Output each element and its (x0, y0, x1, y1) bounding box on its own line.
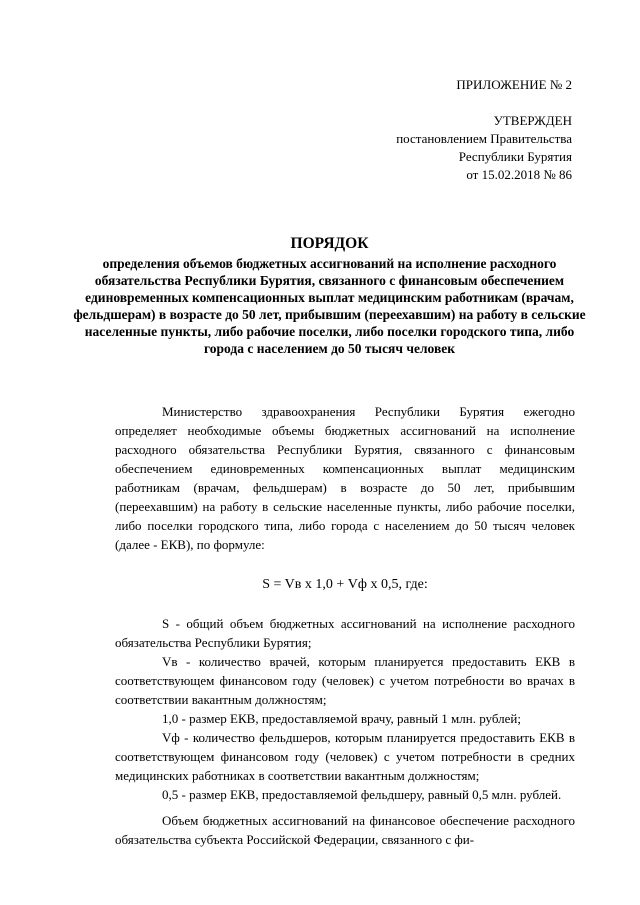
decree-line-1: постановлением Правительства (396, 131, 572, 146)
definition-vf: Vф - количество фельдшеров, которым планируется предоставить ЕКВ в соответствующем финансовом году (человек) с учетом потребности в средних медицинских работниках в соответствии вакантным должностям; (115, 730, 575, 783)
decree-line-2: Республики Бурятия (458, 149, 572, 164)
approval-block (312, 76, 572, 184)
intro-paragraph: Министерство здравоохранения Республики Бурятия ежегодно определяет необходимые объемы бюджетных ассигнований на исполнение расходного обязательства Республики Бурятия, связанного с финансовым обеспечением единовременных компенсационных выплат медицинским работникам (врачам, фельдшерам) в возрасте до 50 лет, прибывшим (переехавшим) на работу в сельские населенные пункты, либо рабочие поселки, либо поселки городского типа, либо города с населением до 50 тысяч человек (далее - ЕКВ), по формуле: (115, 404, 575, 552)
decree-date: от 15.02.2018 № 86 (466, 167, 572, 182)
body-text (115, 402, 575, 849)
annex-number: ПРИЛОЖЕНИЕ № 2 (456, 77, 572, 92)
definition-1-0: 1,0 - размер ЕКВ, предоставляемой врачу, равный 1 млн. рублей; (162, 711, 521, 726)
definition-vv: Vв - количество врачей, которым планируется предоставить ЕКВ в соответствующем финансовом году (человек) с учетом потребности во врачах в соответствии вакантным должностям; (115, 654, 575, 707)
definition-0-5: 0,5 - размер ЕКВ, предоставляемой фельдшеру, равный 0,5 млн. рублей. (162, 787, 562, 802)
doc-title: ПОРЯДОК (290, 235, 369, 252)
formula: S = Vв х 1,0 + Vф х 0,5, где: (262, 577, 428, 592)
final-paragraph: Объем бюджетных ассигнований на финансовое обеспечение расходного обязательства субъекта Российской Федерации, связанного с фи- (115, 813, 575, 847)
title-block (72, 234, 587, 357)
approved-label: УТВЕРЖДЕН (493, 113, 572, 128)
doc-subtitle: определения объемов бюджетных ассигнований на исполнение расходного обязательства Республики Бурятия, связанного с финансовым обеспечением единовременных компенсационных выплат медицинским работникам (врачам, фельдшерам) в возрасте до 50 лет, прибывшим (переехавшим) на работу в сельские населенные пункты, либо рабочие поселки, либо поселки городского типа, либо города с населением до 50 тысяч человек (73, 256, 586, 356)
definition-s: S - общий объем бюджетных ассигнований на исполнение расходного обязательства Республики Бурятия; (115, 616, 575, 650)
